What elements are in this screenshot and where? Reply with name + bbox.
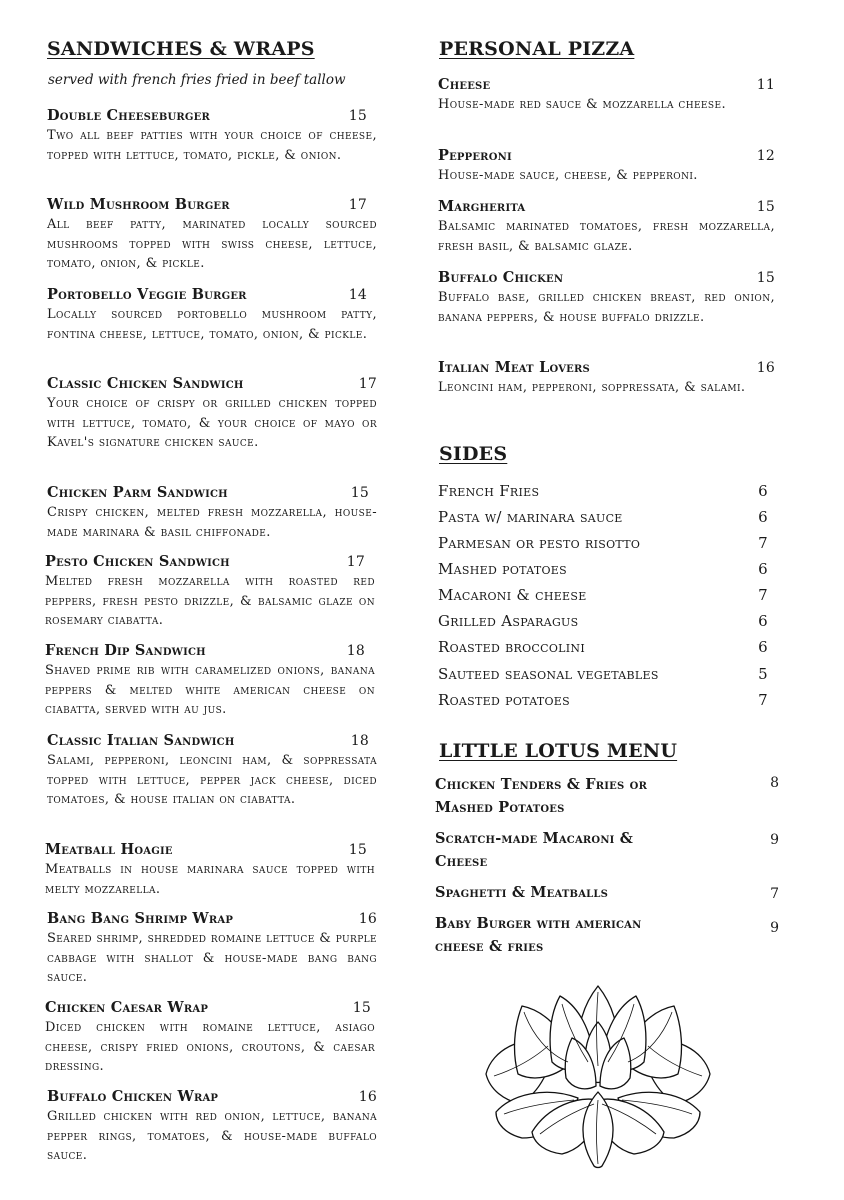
kids-item <box>435 773 779 819</box>
side-price: 5 <box>758 665 768 683</box>
item-name: Margherita <box>438 198 526 215</box>
item-name: Buffalo Chicken <box>438 269 564 286</box>
menu-item <box>47 195 377 274</box>
side-name: Roasted potatoes <box>438 691 570 709</box>
side-item <box>438 638 768 656</box>
item-name: Buffalo Chicken Wrap <box>47 1088 219 1105</box>
kids-item-name: Scratch-made Macaroni & Cheese <box>435 830 634 870</box>
menu-item <box>47 909 377 988</box>
lotus-flower-icon <box>482 982 714 1170</box>
menu-item <box>47 374 377 453</box>
item-price: 16 <box>358 1089 377 1105</box>
kids-item <box>435 827 779 873</box>
menu-item <box>45 998 375 1077</box>
pizza-title: PERSONAL PIZZA <box>439 38 635 60</box>
side-name: Parmesan or pesto risotto <box>438 534 641 552</box>
item-price: 16 <box>756 360 775 376</box>
item-description: Shaved prime rib with caramelized onions, banana peppers & melted white american cheese on ciabatta, served with au jus. <box>45 663 375 717</box>
item-name: Pesto Chicken Sandwich <box>45 553 230 570</box>
side-item <box>438 560 768 578</box>
item-price: 14 <box>348 287 367 303</box>
side-name: French Fries <box>438 482 540 500</box>
item-name: Cheese <box>438 76 491 93</box>
kids-item-name: Baby Burger with american cheese & fries <box>435 915 642 955</box>
menu-item <box>45 641 375 720</box>
item-description: Salami, pepperoni, leoncini ham, & soppressata topped with lettuce, pepper jack cheese, diced tomatoes, & house italian on ciabatta. <box>47 753 377 807</box>
item-description: Meatballs in house marinara sauce topped with melty mozzarella. <box>45 862 375 897</box>
item-description: House-made red sauce & mozzarella cheese. <box>438 97 726 112</box>
item-description: House-made sauce, cheese, & pepperoni. <box>438 168 698 183</box>
item-price: 15 <box>350 485 369 501</box>
side-price: 7 <box>758 691 768 709</box>
item-name: Double Cheeseburger <box>47 107 210 124</box>
item-name: Meatball Hoagie <box>45 841 173 858</box>
side-item <box>438 482 768 500</box>
item-name: Chicken Caesar Wrap <box>45 999 209 1016</box>
item-price: 17 <box>358 376 377 392</box>
side-item <box>438 665 768 683</box>
kids-item-price: 7 <box>770 886 779 902</box>
item-price: 15 <box>352 1000 371 1016</box>
menu-item <box>438 75 775 115</box>
item-name: Classic Italian Sandwich <box>47 732 235 749</box>
item-name: Pepperoni <box>438 147 512 164</box>
side-price: 6 <box>758 560 768 578</box>
item-price: 12 <box>756 148 775 164</box>
side-name: Pasta w/ marinara sauce <box>438 508 623 526</box>
item-name: Bang Bang Shrimp Wrap <box>47 910 234 927</box>
item-price: 15 <box>348 842 367 858</box>
side-price: 6 <box>758 612 768 630</box>
sandwiches-title: SANDWICHES & WRAPS <box>47 38 315 60</box>
item-description: Crispy chicken, melted fresh mozzarella, house-made marinara & basil chiffonade. <box>47 505 377 540</box>
item-description: Melted fresh mozzarella with roasted red peppers, fresh pesto drizzle, & balsamic glaze on rosemary ciabatta. <box>45 574 375 628</box>
menu-item <box>47 1087 377 1166</box>
menu-item <box>45 552 375 631</box>
side-price: 7 <box>758 534 768 552</box>
menu-item <box>45 840 375 899</box>
side-item <box>438 586 768 604</box>
item-name: Chicken Parm Sandwich <box>47 484 228 501</box>
sandwiches-subtitle: served with french fries fried in beef tallow <box>48 72 346 88</box>
item-description: Two all beef patties with your choice of cheese, topped with lettuce, tomato, pickle, & onion. <box>47 128 377 163</box>
kids-menu-title: LITTLE LOTUS MENU <box>439 740 678 762</box>
item-description: All beef patty, marinated locally sourced mushrooms topped with swiss cheese, lettuce, tomato, onion, & pickle. <box>47 217 377 271</box>
item-price: 17 <box>348 197 367 213</box>
side-item <box>438 534 768 552</box>
item-name: Italian Meat Lovers <box>438 359 590 376</box>
kids-item <box>435 912 779 958</box>
side-name: Mashed potatoes <box>438 560 567 578</box>
side-name: Sauteed seasonal vegetables <box>438 665 659 683</box>
side-price: 6 <box>758 508 768 526</box>
kids-item-price: 9 <box>770 832 779 848</box>
item-description: Balsamic marinated tomatoes, fresh mozzarella, fresh basil, & balsamic glaze. <box>438 219 775 254</box>
item-description: Leoncini ham, pepperoni, soppressata, & salami. <box>438 380 746 395</box>
item-price: 15 <box>756 270 775 286</box>
item-description: Seared shrimp, shredded romaine lettuce & purple cabbage with shallot & house-made bang bang sauce. <box>47 931 377 985</box>
kids-item-price: 9 <box>770 920 779 936</box>
menu-item <box>47 483 377 542</box>
item-name: Portobello Veggie Burger <box>47 286 247 303</box>
side-item <box>438 508 768 526</box>
side-item <box>438 612 768 630</box>
side-name: Roasted broccolini <box>438 638 586 656</box>
item-name: Wild Mushroom Burger <box>47 196 230 213</box>
item-price: 11 <box>756 77 775 93</box>
item-description: Your choice of crispy or grilled chicken topped with lettuce, tomato, & your choice of mayo or Kavel's signature chicken sauce. <box>47 396 377 450</box>
side-price: 6 <box>758 482 768 500</box>
item-price: 15 <box>348 108 367 124</box>
side-item <box>438 691 768 709</box>
side-price: 7 <box>758 586 768 604</box>
kids-item <box>435 881 779 904</box>
side-name: Grilled Asparagus <box>438 612 579 630</box>
item-price: 17 <box>346 554 365 570</box>
item-price: 18 <box>346 643 365 659</box>
item-name: Classic Chicken Sandwich <box>47 375 244 392</box>
menu-item <box>47 731 377 810</box>
item-description: Locally sourced portobello mushroom patty, fontina cheese, lettuce, tomato, onion, & pickle. <box>47 307 377 342</box>
menu-item <box>47 106 377 165</box>
menu-item <box>438 268 775 327</box>
menu-item <box>438 358 775 398</box>
kids-item-name: Spaghetti & Meatballs <box>435 884 609 901</box>
item-description: Grilled chicken with red onion, lettuce, banana pepper rings, tomatoes, & house-made buffalo sauce. <box>47 1109 377 1163</box>
item-name: French Dip Sandwich <box>45 642 206 659</box>
kids-item-name: Chicken Tenders & Fries or Mashed Potatoes <box>435 776 648 816</box>
item-price: 16 <box>358 911 377 927</box>
menu-item <box>47 285 377 344</box>
kids-item-price: 8 <box>770 775 779 791</box>
side-price: 6 <box>758 638 768 656</box>
menu-item <box>438 197 775 256</box>
item-price: 15 <box>756 199 775 215</box>
menu-item <box>438 146 775 186</box>
item-description: Diced chicken with romaine lettuce, asiago cheese, crispy fried onions, croutons, & caesar dressing. <box>45 1020 375 1074</box>
item-description: Buffalo base, grilled chicken breast, red onion, banana peppers, & house buffalo drizzle. <box>438 290 775 325</box>
item-price: 18 <box>350 733 369 749</box>
sides-title: SIDES <box>439 443 508 465</box>
side-name: Macaroni & cheese <box>438 586 587 604</box>
